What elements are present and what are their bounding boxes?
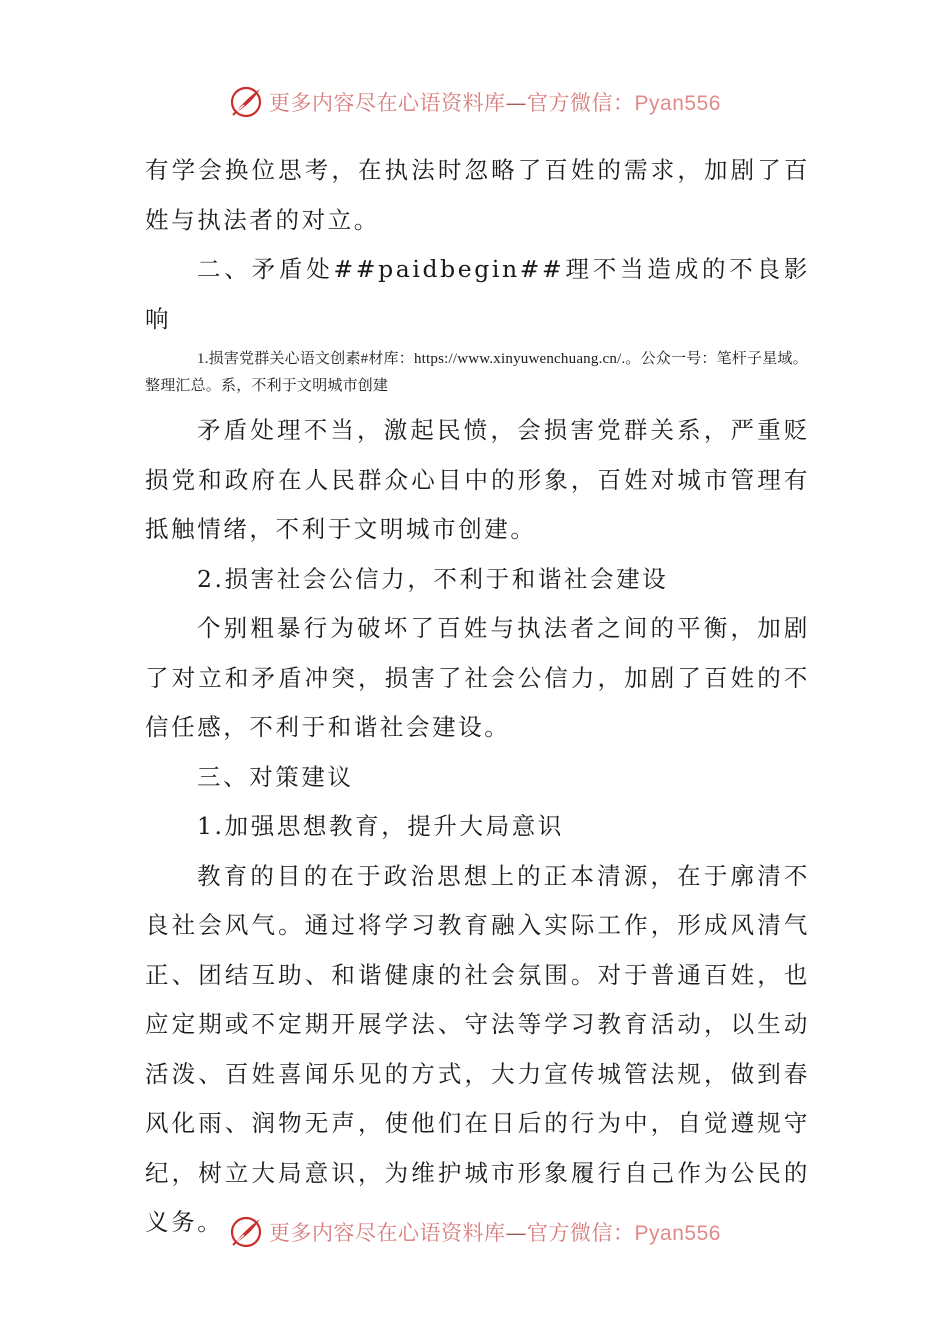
- quill-pen-logo-icon: [229, 1215, 263, 1249]
- paragraph-1: 有学会换位思考，在执法时忽略了百姓的需求，加剧了百姓与执法者的对立。: [145, 156, 810, 234]
- banner-text: [269, 87, 721, 117]
- subheading-2-2: 2.损害社会公信力，不利于和谐社会建设: [197, 564, 669, 593]
- embedded-note: 1.损害党群关心语文创素#材库：https://www.xinyuwenchuang.cn/.。公众一号：笔杆子星域。整理汇总。系，不利于文明城市创建: [145, 351, 808, 394]
- footer-banner: [0, 1210, 950, 1254]
- banner-wechat-id: Pyan556: [634, 1222, 721, 1245]
- banner-main-text: 更多内容尽在心语资料库: [269, 1221, 506, 1245]
- banner-separator: —: [505, 1221, 528, 1245]
- paragraph-3: 个别粗暴行为破坏了百姓与执法者之间的平衡，加剧了对立和矛盾冲突，损害了社会公信力，加剧了百姓的不信任感，不利于和谐社会建设。: [145, 614, 810, 741]
- banner-wechat-id: Pyan556: [634, 92, 721, 115]
- section-heading-2: 二、矛盾处##paidbegin##理不当造成的不良影响: [145, 255, 810, 333]
- banner-wechat-label: 官方微信：: [527, 1221, 635, 1245]
- paragraph-2: 矛盾处理不当，激起民愤，会损害党群关系，严重贬损党和政府在人民群众心目中的形象，百姓对城市管理有抵触情绪，不利于文明城市创建。: [145, 416, 810, 543]
- document-body: [145, 146, 810, 1248]
- header-banner: [0, 80, 950, 124]
- banner-main-text: 更多内容尽在心语资料库: [269, 91, 506, 115]
- paragraph-4: 教育的目的在于政治思想上的正本清源，在于廓清不良社会风气。通过将学习教育融入实际工作，形成风清气正、团结互助、和谐健康的社会氛围。对于普通百姓，也应定期或不定期开展学法、守法等学习教育活动，以生动活泼、百姓喜闻乐见的方式，大力宣传城管法规，做到春风化雨、润物无声，使他们在日后的行为中，自觉遵规守纪，树立大局意识，为维护城市形象履行自己作为公民的义务。: [145, 861, 810, 1236]
- banner-wechat-label: 官方微信：: [527, 91, 635, 115]
- banner-separator: —: [505, 91, 528, 115]
- banner-text: [269, 1217, 721, 1247]
- section-heading-3: 三、对策建议: [197, 762, 354, 791]
- subheading-3-1: 1.加强思想教育，提升大局意识: [197, 812, 564, 840]
- quill-pen-logo-icon: [229, 85, 263, 119]
